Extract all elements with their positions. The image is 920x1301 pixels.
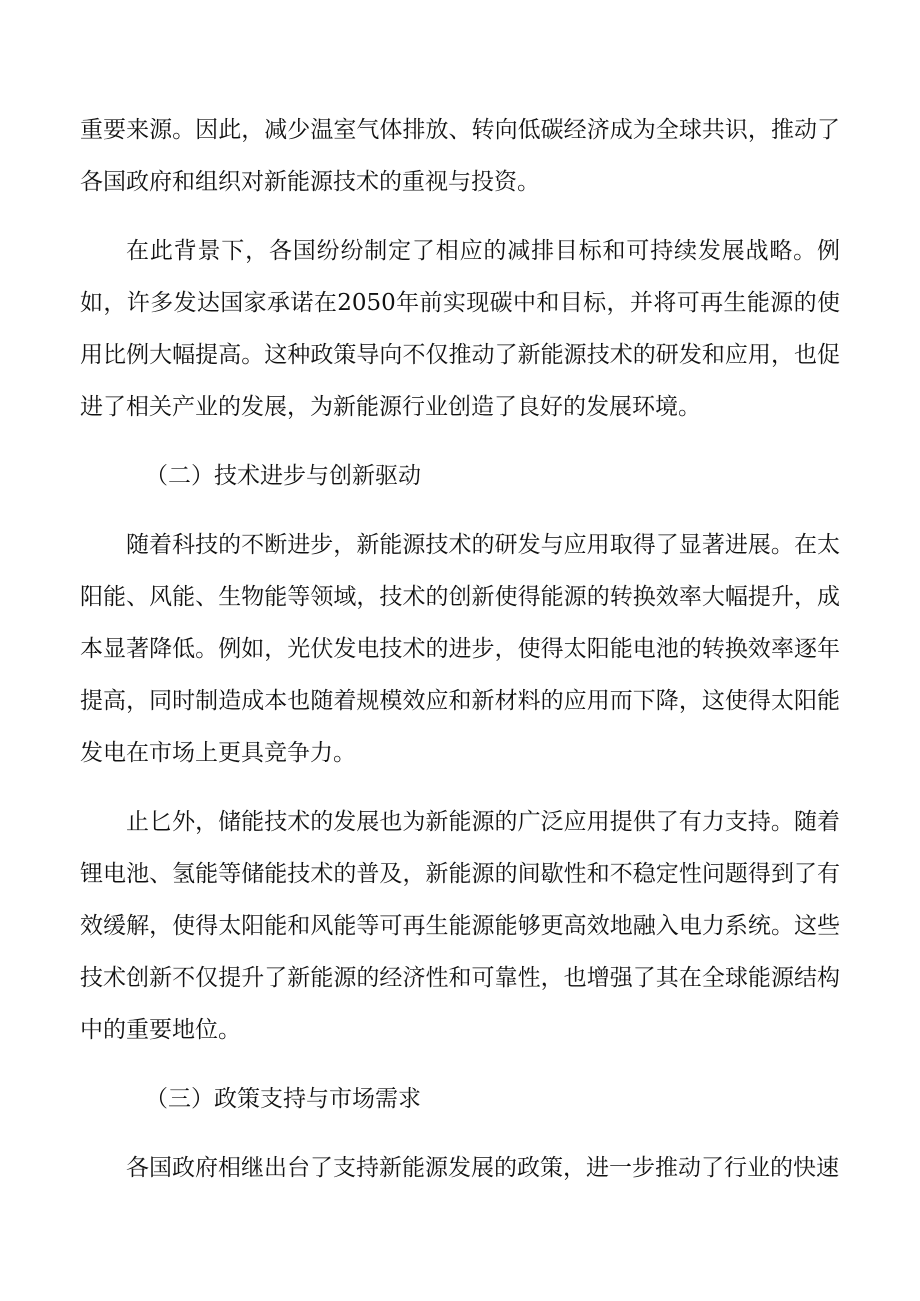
section-heading-technology: （二）技术进步与创新驱动 xyxy=(145,463,421,489)
paragraph-policy-background: 在此背景下，各国纷纷制定了相应的减排目标和可持续发展战略。例如，许多发达国家承诺在2050年前实现碳中和目标，并将可再生能源的使用比例大幅提高。这种政策导向不仅推动了新能源技术的研发和应用，也促进了相关产业的发展，为新能源行业创造了良好的发展环境。 xyxy=(80,238,840,420)
paragraph-technology-progress: 随着科技的不断进步，新能源技术的研发与应用取得了显著进展。在太阳能、风能、生物能等领域，技术的创新使得能源的转换效率大幅提升，成本显著降低。例如，光伏发电技术的进步，使得太阳能电池的转换效率逐年提高，同时制造成本也随着规模效应和新材料的应用而下降，这使得太阳能发电在市场上更具竞争力。 xyxy=(80,532,840,766)
paragraph-policy-support: 各国政府相继出台了支持新能源发展的政策，进一步推动了行业的快速 xyxy=(126,1155,839,1181)
section-heading-policy-market: （三）政策支持与市场需求 xyxy=(145,1086,421,1112)
document-body xyxy=(80,104,840,1211)
paragraph-continuation: 重要来源。因此，减少温室气体排放、转向低碳经济成为全球共识，推动了各国政府和组织对新能源技术的重视与投资。 xyxy=(80,117,840,195)
paragraph-storage-technology: 止匕外，储能技术的发展也为新能源的广泛应用提供了有力支持。随着锂电池、氢能等储能技术的普及，新能源的间歇性和不稳定性问题得到了有效缓解，使得太阳能和风能等可再生能源能够更高效地融入电力系统。这些技术创新不仅提升了新能源的经济性和可靠性，也增强了其在全球能源结构中的重要地位。 xyxy=(80,809,840,1043)
